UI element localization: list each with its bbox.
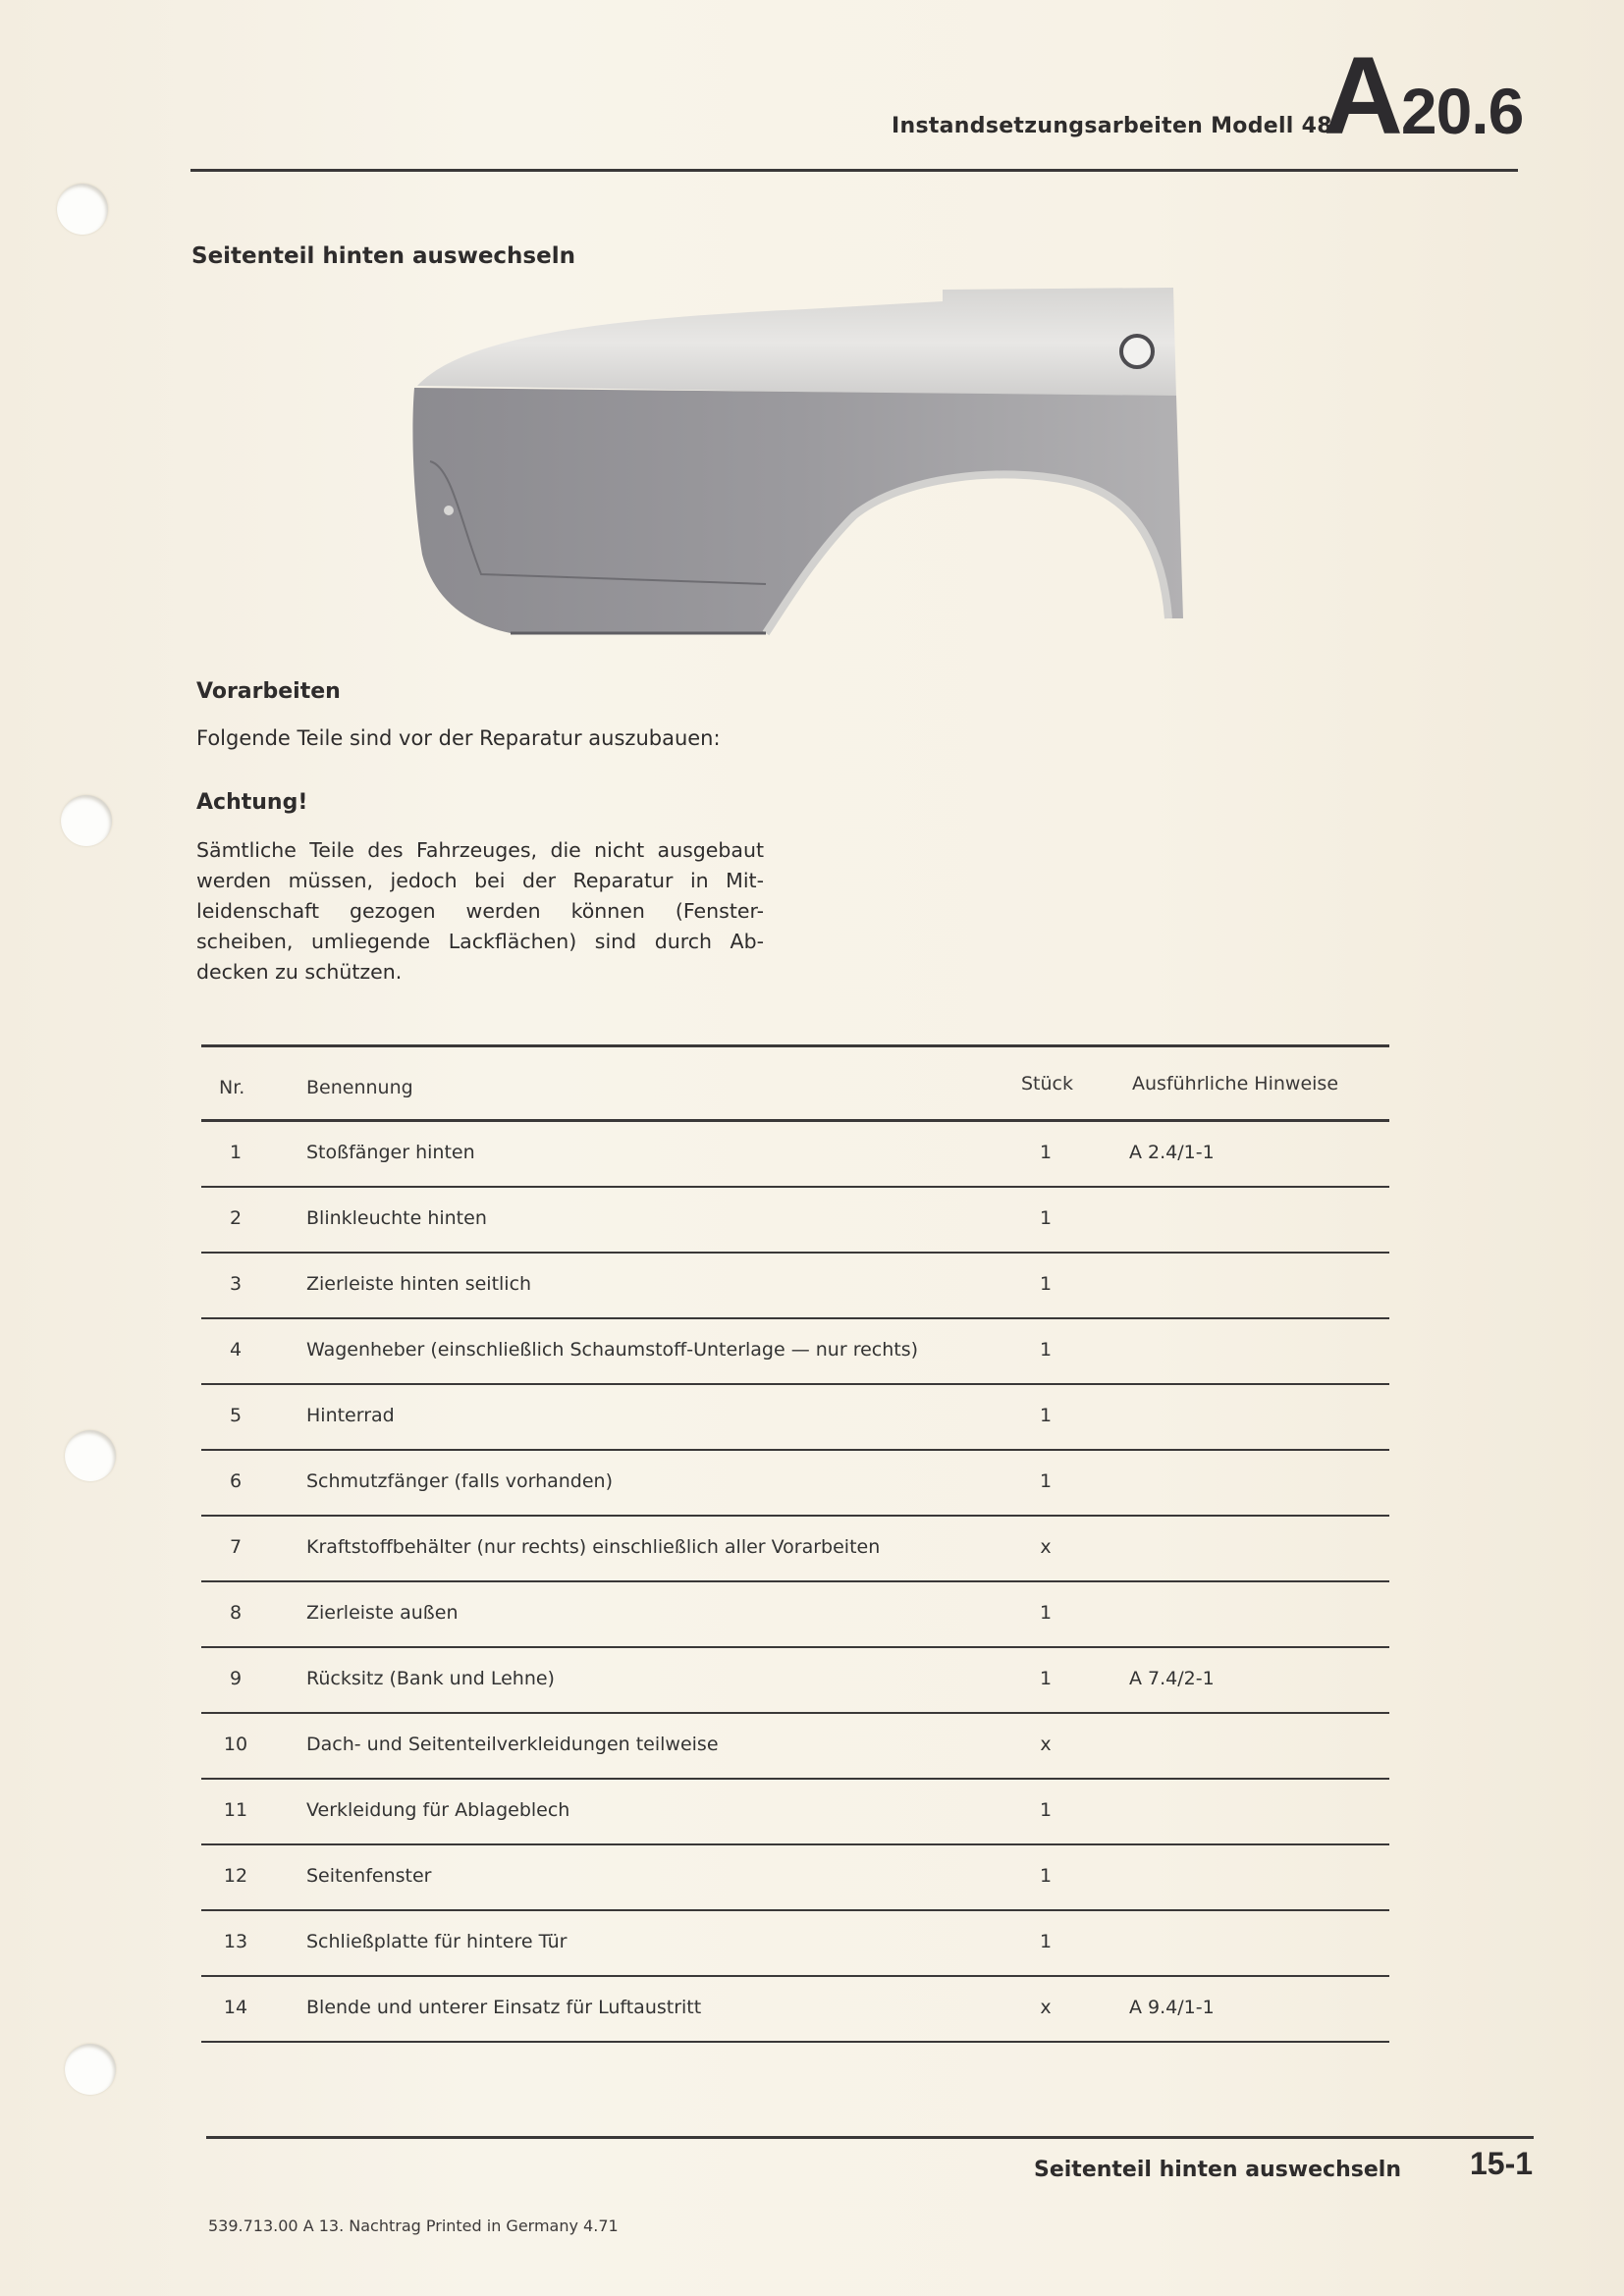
row-quantity: 1 <box>1039 1931 1053 1952</box>
row-number: 6 <box>229 1470 243 1492</box>
row-name: Schmutzfänger (falls vorhanden) <box>306 1470 614 1492</box>
punch-hole <box>65 1430 116 1481</box>
row-number: 3 <box>229 1273 243 1295</box>
column-header-nr: Nr. <box>219 1077 245 1098</box>
table-row <box>201 1451 1392 1517</box>
caution-text <box>196 835 764 988</box>
row-quantity: 1 <box>1039 1799 1053 1821</box>
row-quantity: 1 <box>1039 1339 1053 1361</box>
rear-side-panel-figure <box>393 280 1198 653</box>
table-row <box>201 1254 1392 1319</box>
section-code <box>1324 34 1524 157</box>
table-row <box>201 1517 1392 1582</box>
section-code-number: 20.6 <box>1400 75 1524 147</box>
manual-title: Instandsetzungsarbeiten Modell 48 <box>892 114 1332 138</box>
header-rule <box>190 169 1518 172</box>
caution-heading: Achtung! <box>196 790 308 815</box>
table-row <box>201 1122 1392 1188</box>
row-quantity: 1 <box>1039 1207 1053 1229</box>
punch-hole <box>65 2044 116 2095</box>
row-number: 14 <box>223 1997 248 2018</box>
row-name: Verkleidung für Ablageblech <box>306 1799 570 1821</box>
row-quantity: 1 <box>1039 1865 1053 1887</box>
caution-line: Sämtliche Teile des Fahrzeuges, die nicht ausgebaut <box>196 838 764 862</box>
row-quantity: 1 <box>1039 1405 1053 1426</box>
table-row <box>201 1648 1392 1714</box>
preliminary-heading: Vorarbeiten <box>196 679 341 704</box>
table-row <box>201 1582 1392 1648</box>
row-number: 9 <box>229 1668 243 1689</box>
row-name: Zierleiste außen <box>306 1602 459 1624</box>
row-name: Schließplatte für hintere Tür <box>306 1931 568 1952</box>
row-quantity: x <box>1040 1997 1052 2018</box>
row-name: Blinkleuchte hinten <box>306 1207 487 1229</box>
caution-line: scheiben, umliegende Lackflächen) sind durch Ab- <box>196 930 764 953</box>
row-reference: A 2.4/1-1 <box>1129 1142 1215 1163</box>
print-info: 539.713.00 A 13. Nachtrag Printed in Germany 4.71 <box>208 2216 619 2235</box>
row-name: Rücksitz (Bank und Lehne) <box>306 1668 555 1689</box>
fuel-filler-opening <box>1121 336 1153 367</box>
row-reference: A 9.4/1-1 <box>1129 1997 1215 2018</box>
row-number: 1 <box>229 1142 243 1163</box>
row-quantity: 1 <box>1039 1602 1053 1624</box>
footer-title: Seitenteil hinten auswechseln <box>1034 2158 1401 2182</box>
row-name: Seitenfenster <box>306 1865 432 1887</box>
row-quantity: 1 <box>1039 1470 1053 1492</box>
footer-rule <box>206 2136 1534 2139</box>
row-number: 2 <box>229 1207 243 1229</box>
punch-hole <box>57 184 108 235</box>
section-code-letter: A <box>1324 34 1401 157</box>
row-reference: A 7.4/2-1 <box>1129 1668 1215 1689</box>
row-name: Kraftstoffbehälter (nur rechts) einschließlich aller Vorarbeiten <box>306 1536 881 1558</box>
table-row <box>201 1780 1392 1845</box>
table-row <box>201 1319 1392 1385</box>
caution-line: leidenschaft gezogen werden können (Fenster- <box>196 899 764 923</box>
caution-line: werden müssen, jedoch bei der Reparatur in Mit- <box>196 869 764 892</box>
table-row <box>201 1845 1392 1911</box>
row-number: 12 <box>223 1865 248 1887</box>
row-number: 13 <box>223 1931 248 1952</box>
table-row <box>201 1977 1392 2043</box>
row-name: Blende und unterer Einsatz für Luftaustritt <box>306 1997 702 2018</box>
page-number: 15-1 <box>1470 2146 1534 2181</box>
row-number: 10 <box>223 1734 248 1755</box>
row-name: Zierleiste hinten seitlich <box>306 1273 532 1295</box>
row-name: Stoßfänger hinten <box>306 1142 475 1163</box>
row-quantity: x <box>1040 1734 1052 1755</box>
row-number: 11 <box>223 1799 248 1821</box>
light-mount-hole <box>444 506 454 515</box>
row-number: 5 <box>229 1405 243 1426</box>
panel-lower-surface <box>412 388 1183 633</box>
row-quantity: 1 <box>1039 1273 1053 1295</box>
table-row <box>201 1385 1392 1451</box>
row-quantity: x <box>1040 1536 1052 1558</box>
table-top-rule <box>201 1044 1389 1047</box>
punch-hole <box>61 795 112 846</box>
row-number: 8 <box>229 1602 243 1624</box>
table-row <box>201 1911 1392 1977</box>
row-name: Dach- und Seitenteilverkleidungen teilweise <box>306 1734 719 1755</box>
section-title: Seitenteil hinten auswechseln <box>191 243 575 269</box>
table-row <box>201 1714 1392 1780</box>
row-rule <box>201 2041 1389 2043</box>
table-row <box>201 1188 1392 1254</box>
column-header-qty: Stück <box>1021 1073 1074 1095</box>
column-header-name: Benennung <box>306 1077 413 1098</box>
row-name: Wagenheber (einschließlich Schaumstoff-Unterlage — nur rechts) <box>306 1339 919 1361</box>
row-number: 7 <box>229 1536 243 1558</box>
row-number: 4 <box>229 1339 243 1361</box>
row-quantity: 1 <box>1039 1668 1053 1689</box>
row-quantity: 1 <box>1039 1142 1053 1163</box>
row-name: Hinterrad <box>306 1405 395 1426</box>
panel-upper-surface <box>417 288 1176 398</box>
caution-line: decken zu schützen. <box>196 960 403 984</box>
preliminary-intro: Folgende Teile sind vor der Reparatur auszubauen: <box>196 726 721 750</box>
column-header-notes: Ausführliche Hinweise <box>1132 1073 1339 1095</box>
